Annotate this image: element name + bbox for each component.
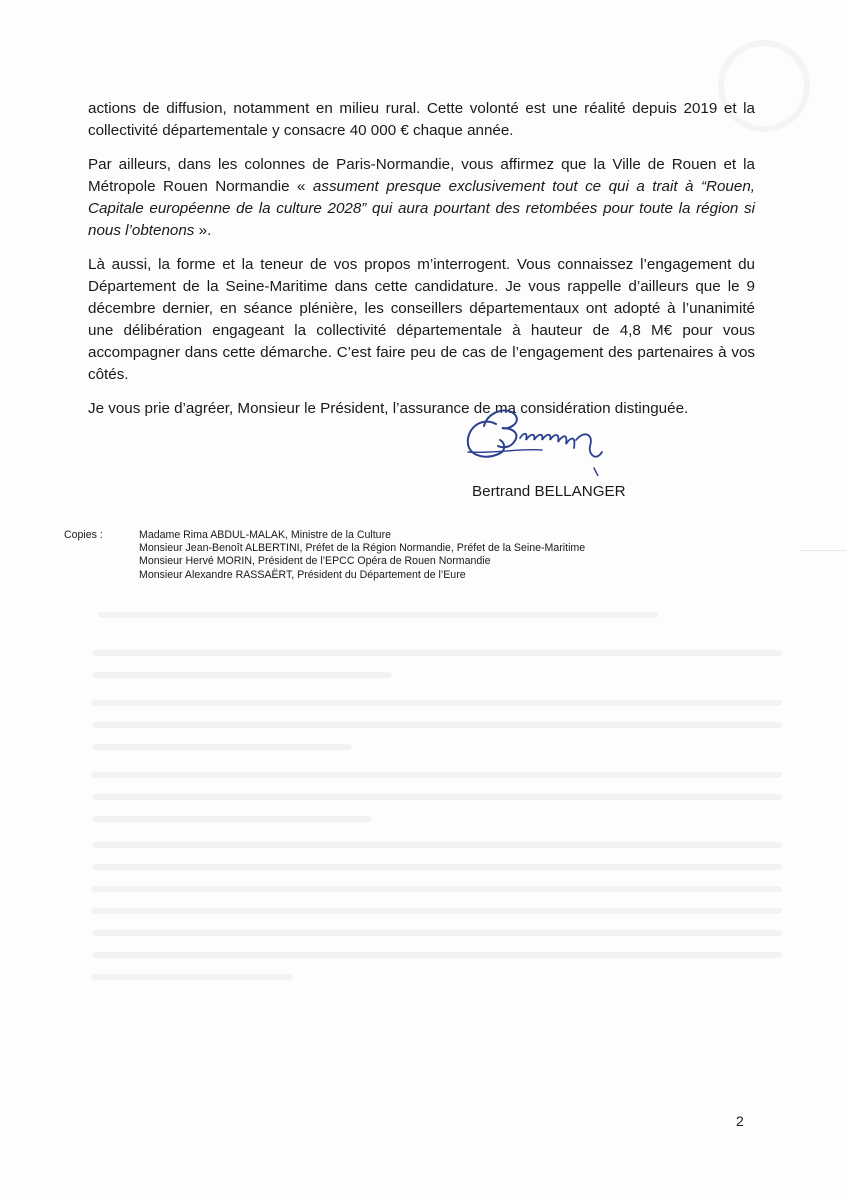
copies-label: Copies : (64, 529, 103, 541)
letter-body (88, 98, 755, 420)
page-number: 2 (736, 1113, 744, 1129)
quoted-text-italic: assument presque exclusivement tout ce qui a trait à “Rouen, Capitale européenne de la culture 2028” qui aura pourtant des retombées pour toute la région si nous l’obtenons (88, 178, 755, 239)
handwritten-signature (462, 404, 622, 476)
copy-recipient: Monsieur Jean-Benoît ALBERTINI, Préfet de la Région Normandie, Préfet de la Seine-Maritime (139, 542, 586, 555)
copy-recipient: Monsieur Hervé MORIN, Président de l’EPCC Opéra de Rouen Normandie (139, 555, 491, 568)
faint-rule (800, 550, 847, 551)
paragraph-paris-normandie (88, 154, 755, 242)
closing-formula: Je vous prie d’agréer, Monsieur le Président, l’assurance de ma considération distinguée. (88, 400, 689, 417)
copy-recipient: Monsieur Alexandre RASSAËRT, Président du Département de l’Eure (139, 568, 466, 581)
copies-list (139, 529, 585, 582)
paragraph-engagement (88, 254, 755, 386)
paragraph-text: Là aussi, la forme et la teneur de vos propos m’interrogent. Vous connaissez l’engagement du Département de la Seine-Maritime dans cette candidature. Je vous rappelle d’ailleurs que le 9 décembre dernier, en séance plénière, les conseillers départementaux ont adopté à l’unanimité une délibération engageant la collectivité départementale à hauteur de 4,8 M€ pour vous accompagner dans cette démarche. C’est faire peu de cas de l’engagement des partenaires à vos côtés. (88, 256, 755, 383)
paragraph-text: actions de diffusion, notamment en milieu rural. Cette volonté est une réalité depuis 2019 et la collectivité départementale y consacre 40 000 € chaque année. (88, 100, 755, 139)
paragraph-text: ». (194, 222, 212, 239)
signer-name: Bertrand BELLANGER (472, 483, 626, 500)
paragraph-text: Par ailleurs, dans les colonnes de Paris-Normandie, vous affirmez que la Ville de Rouen et la Métropole Rouen Normandie « (88, 156, 755, 195)
paragraph-diffusion (88, 98, 755, 142)
copy-recipient: Madame Rima ABDUL-MALAK, Ministre de la Culture (139, 529, 391, 541)
